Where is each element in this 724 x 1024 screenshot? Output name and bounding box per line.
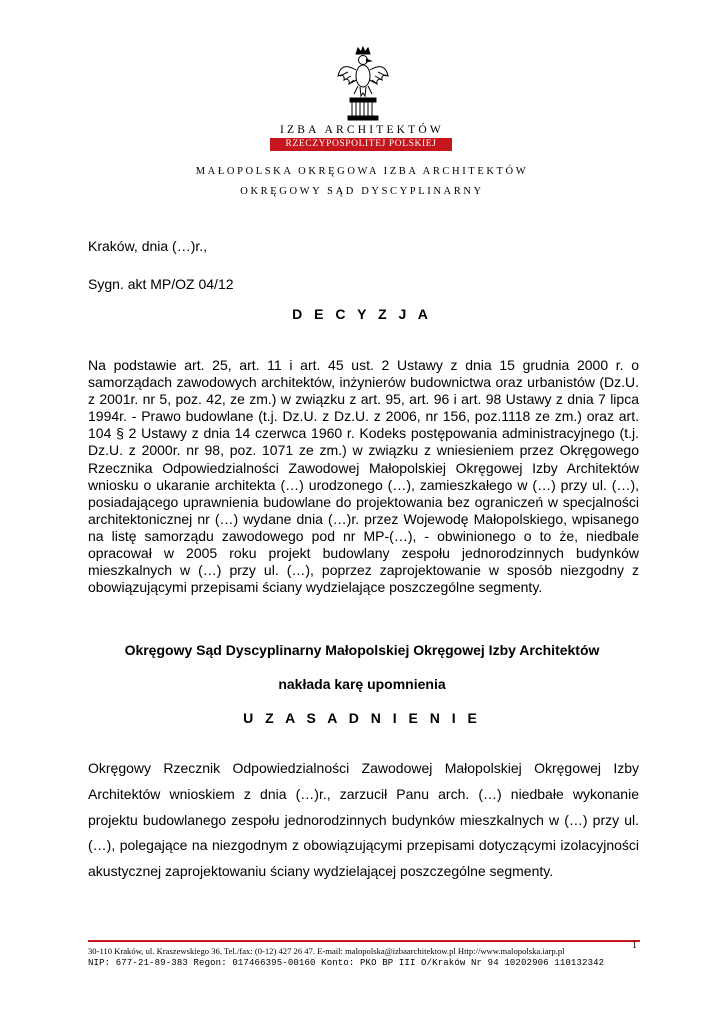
organization-name: MAŁOPOLSKA OKRĘGOWA IZBA ARCHITEKTÓW — [195, 166, 529, 177]
eagle-emblem-icon — [336, 46, 390, 124]
document-title: D E C Y Z J A — [292, 306, 432, 322]
case-reference: Sygn. akt MP/OZ 04/12 — [88, 276, 234, 292]
page-number: 1 — [632, 940, 637, 951]
footer-registry: NIP: 677-21-89-383 Regon: 017466395-00160 Konto: PKO BP III O/Kraków Nr 94 10202906 110132342 — [88, 958, 605, 968]
justification-paragraph: Okręgowy Rzecznik Odpowiedzialności Zawodowej Małopolskiej Okręgowej Izby Architektów wnioskiem z dnia (…)r., zarzucił Panu arch. (…) niedbałe wykonanie projektu budowlanego zespołu jednorodzinnych budynków mieszkalnych w (…) przy ul. (…), polegające na niezgodnym z obowiązującymi przepisami dotyczącymi izolacyjności akustycznej zaprojektowaniu ściany wydzielającej poszczególne segmenty. — [88, 760, 639, 880]
court-name: OKRĘGOWY SĄD DYSCYPLINARNY — [240, 186, 484, 197]
logo-title: IZBA ARCHITEKTÓW — [280, 124, 444, 136]
verdict: nakłada karę upomnienia — [278, 676, 446, 692]
logo-subtitle-band: RZECZYPOSPOLITEJ POLSKIEJ — [270, 138, 452, 151]
footer-divider — [88, 940, 640, 942]
place-date: Kraków, dnia (…)r., — [88, 238, 208, 254]
court-statement: Okręgowy Sąd Dyscyplinarny Małopolskiej Okręgowej Izby Architektów — [124, 642, 600, 658]
decision-basis-paragraph: Na podstawie art. 25, art. 11 i art. 45 ust. 2 Ustawy z dnia 15 grudnia 2000 r. o samorządach zawodowych architektów, inżynierów budownictwa oraz urbanistów (Dz.U. z 2001r. nr 5, poz. 42, ze zm.) w związku z art. 95, art. 96 i art. 98 Ustawy z dnia 7 lipca 1994r. - Prawo budowlane (t.j. Dz.U. z Dz.U. z 2006, nr 156, poz.1118 ze zm.) oraz art. 104 § 2 Ustawy z dnia 14 czerwca 1960 r. Kodeks postępowania administracyjnego (t.j. Dz.U. z 2000r. nr 98, poz. 1071 ze zm.) w związku z wniesieniem przez Okręgowego Rzecznika Odpowiedzialności Zawodowej Małopolskiej Okręgowej Izby Architektów wniosku o ukaranie architekta (…) urodzonego (…), zamieszkałego w (…) przy ul. (…), posiadającego uprawnienia budowlane do projektowania bez ograniczeń w specjalności architektonicznej nr (…) wydane dnia (…)r. przez Wojewodę Małopolskiego, wpisanego na listę samorządu zawodowego pod nr MP-(…), - obwinionego o to że, niedbale opracował w 2005 roku projekt budowlany zespołu jednorodzinnych budynków mieszkalnych w (…) przy ul. (…), poprzez zaprojektowanie w sposób niezgodny z obowiązującymi przepisami ściany wydzielające poszczególne segmenty. — [88, 357, 639, 596]
justification-title: U Z A S A D N I E N I E — [243, 710, 481, 726]
footer-address: 30-110 Kraków, ul. Kraszewskiego 36. Tel./fax: (0-12) 427 26 47. E-mail: malopolska@izbaarchitektow.pl Http://www.malopolska.iarp.pl — [88, 946, 565, 956]
